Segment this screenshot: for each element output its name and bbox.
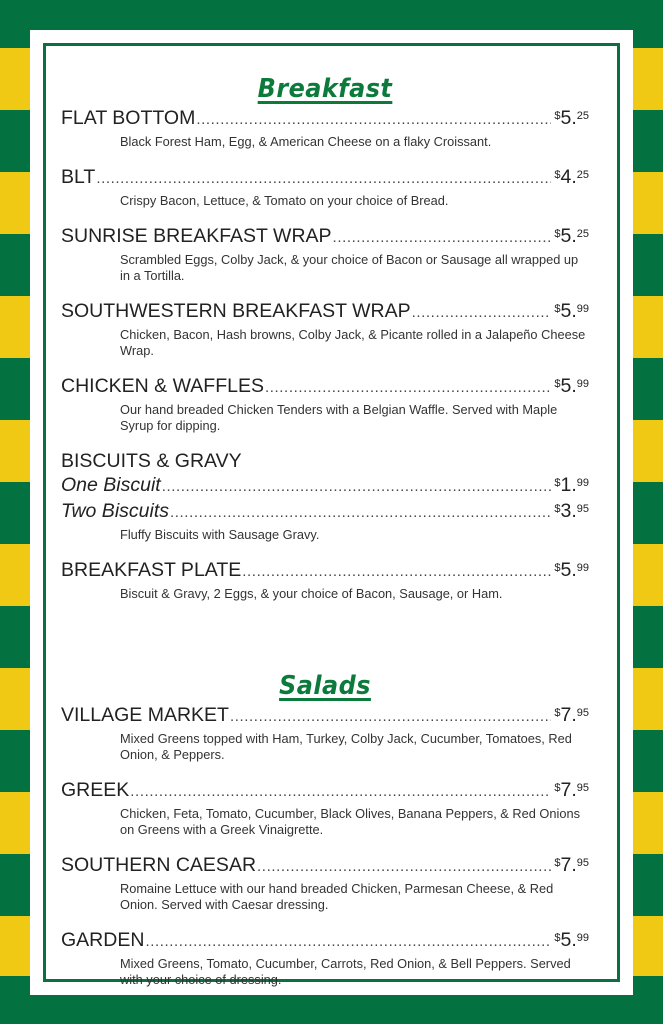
item-price: $5.99: [554, 300, 589, 322]
item-name: GREEK: [61, 779, 130, 801]
menu-item-blt: [61, 165, 589, 209]
menu-item-flat-bottom: [61, 106, 589, 150]
section-spacer: [61, 617, 589, 669]
item-price: $7.95: [554, 779, 589, 801]
dot-leader: [145, 930, 551, 954]
dot-leader: [265, 376, 551, 400]
item-price: $7.95: [554, 854, 589, 876]
dot-leader: [162, 475, 552, 499]
option-name: Two Biscuits: [61, 500, 169, 522]
item-name: SOUTHWESTERN BREAKFAST WRAP: [61, 300, 411, 322]
dot-leader: [196, 108, 551, 132]
item-description: Mixed Greens, Tomato, Cucumber, Carrots, Red Onion, & Bell Peppers. Served with your choice of dressing.: [120, 956, 571, 987]
option-price: $3.95: [554, 500, 589, 522]
item-description: Romaine Lettuce with our hand breaded Chicken, Parmesan Cheese, & Red Onion. Served with Caesar dressing.: [120, 881, 554, 912]
option-name: One Biscuit: [61, 474, 161, 496]
menu-item-village-market: [61, 703, 589, 763]
item-description: Scrambled Eggs, Colby Jack, & your choice of Bacon or Sausage all wrapped up in a Tortilla.: [120, 252, 579, 283]
item-description: Chicken, Bacon, Hash browns, Colby Jack, & Picante rolled in a Jalapeño Cheese Wrap.: [120, 327, 586, 358]
option-price: $1.99: [554, 474, 589, 496]
item-price: $5.25: [554, 225, 589, 247]
item-name: VILLAGE MARKET: [61, 704, 229, 726]
menu-panel: [30, 30, 633, 995]
item-name: SUNRISE BREAKFAST WRAP: [61, 225, 332, 247]
menu-item-breakfast-plate: [61, 558, 589, 602]
item-price: $5.99: [554, 929, 589, 951]
menu-item-chicken-waffles: [61, 374, 589, 434]
dot-leader: [130, 780, 551, 804]
menu-item-greek: [61, 778, 589, 838]
salads-title: Salads: [279, 671, 371, 701]
item-description: Our hand breaded Chicken Tenders with a Belgian Waffle. Served with Maple Syrup for dipping.: [120, 402, 558, 433]
menu-item-southern-caesar: [61, 853, 589, 913]
dot-leader: [96, 167, 551, 191]
item-description: Biscuit & Gravy, 2 Eggs, & your choice of Bacon, Sausage, or Ham.: [120, 586, 503, 601]
item-name: BLT: [61, 166, 96, 188]
item-price: $5.99: [554, 559, 589, 581]
item-description: Mixed Greens topped with Ham, Turkey, Colby Jack, Cucumber, Tomatoes, Red Onion, & Peppers.: [120, 731, 572, 762]
item-description: Chicken, Feta, Tomato, Cucumber, Black Olives, Banana Peppers, & Red Onions on Greens with a Greek Vinaigrette.: [120, 806, 580, 837]
dot-leader: [170, 501, 551, 525]
breakfast-title: Breakfast: [257, 74, 393, 104]
item-name: FLAT BOTTOM: [61, 107, 196, 129]
dot-leader: [230, 705, 551, 729]
item-name: GARDEN: [61, 929, 145, 951]
item-description: Crispy Bacon, Lettuce, & Tomato on your choice of Bread.: [120, 193, 449, 208]
item-name: BISCUITS & GRAVY: [61, 450, 242, 472]
item-name: BREAKFAST PLATE: [61, 559, 242, 581]
menu-item-garden: [61, 928, 589, 988]
item-name: SOUTHERN CAESAR: [61, 854, 257, 876]
item-name: CHICKEN & WAFFLES: [61, 375, 264, 397]
item-price: $5.99: [554, 375, 589, 397]
menu-content: [61, 72, 589, 1003]
item-price: $5.25: [554, 107, 589, 129]
menu-item-biscuits-gravy: [61, 449, 589, 543]
dot-leader: [333, 226, 552, 250]
item-price: $4.25: [554, 166, 589, 188]
menu-item-sunrise-wrap: [61, 224, 589, 284]
item-price: $7.95: [554, 704, 589, 726]
dot-leader: [242, 560, 551, 584]
item-description: Fluffy Biscuits with Sausage Gravy.: [120, 527, 320, 542]
item-description: Black Forest Ham, Egg, & American Cheese on a flaky Croissant.: [120, 134, 492, 149]
dot-leader: [412, 301, 552, 325]
menu-item-southwestern-wrap: [61, 299, 589, 359]
dot-leader: [257, 855, 551, 879]
